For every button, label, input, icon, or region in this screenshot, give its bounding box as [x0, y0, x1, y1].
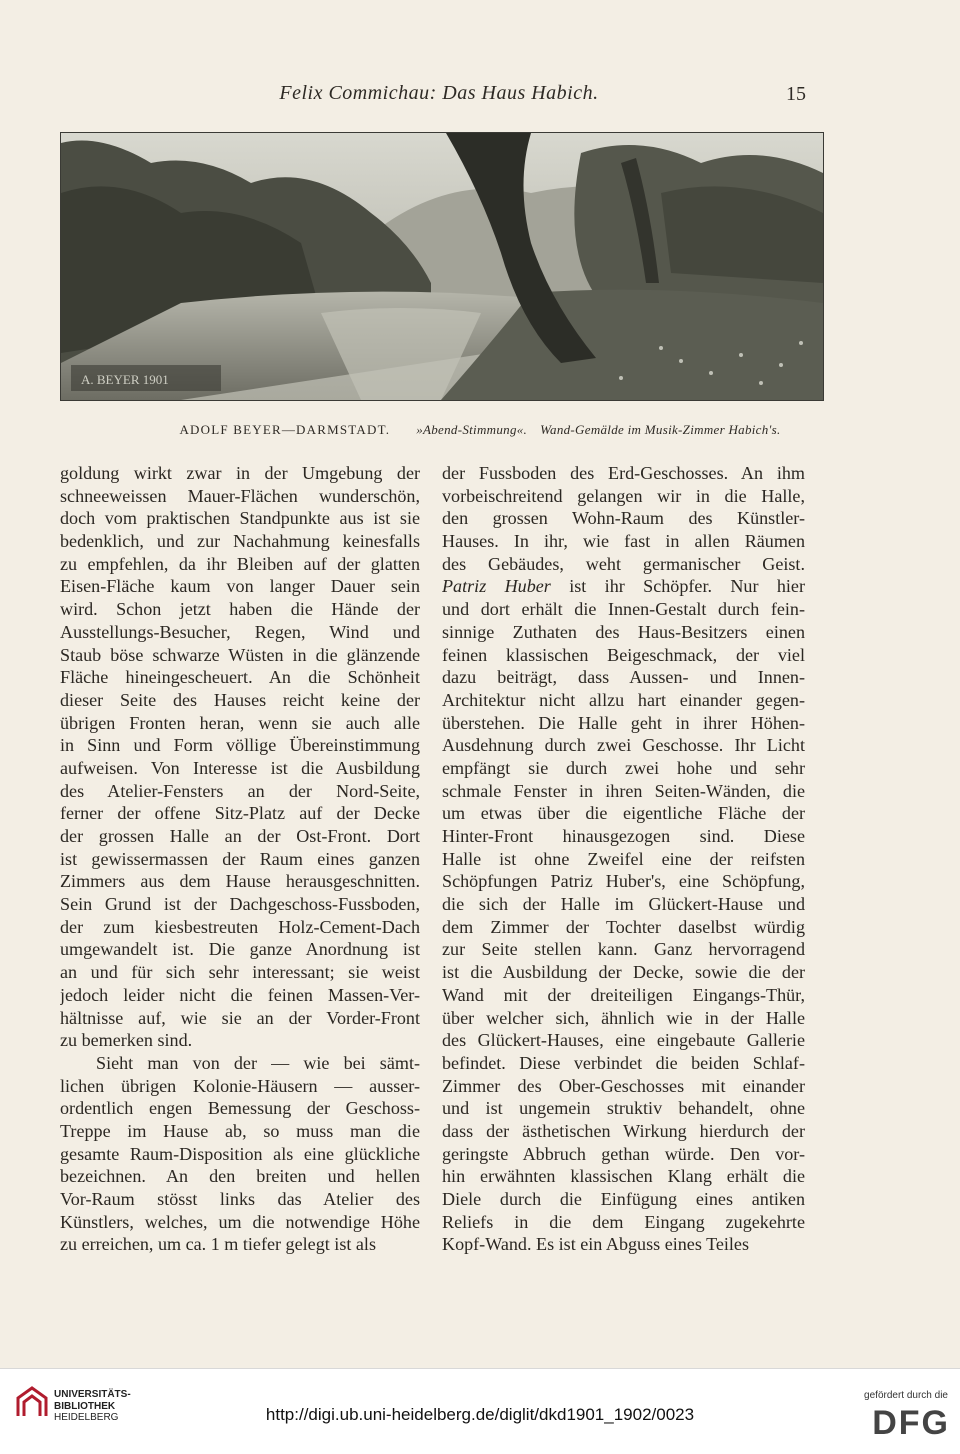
text-line: Eisen-Fläche kaum von langer Dauer sein: [60, 576, 420, 597]
text-line: Hinter-Front hinausgezogen sind. Diese: [442, 826, 805, 846]
text-line: des Gebäudes, weht germanischer Geist.: [442, 553, 805, 574]
text-line: Fläche hineingescheuert. An die Schönheit: [60, 667, 420, 688]
text-line: doch vom praktischen Standpunkte aus ist sie: [60, 508, 420, 529]
text-line: Sein Grund ist der Dachgeschoss-Fussboden,: [60, 894, 420, 915]
text-line: die sich der Halle im Glückert-Hause und: [442, 894, 805, 915]
text-line: zur Seite stellen kann. Ganz hervorragend: [442, 939, 805, 960]
text-line: empfängt sie durch zwei hohe und sehr: [442, 757, 805, 778]
funding-note: gefördert durch die: [864, 1390, 948, 1401]
text-line: schmale Fenster in ihren Seiten-Wänden, die: [442, 780, 805, 801]
text-line: goldung wirkt zwar in der Umgebung der: [60, 463, 420, 483]
uni-line-3: HEIDELBERG: [54, 1412, 119, 1423]
text-line: an und für sich sehr interessant; sie weist: [60, 962, 420, 983]
text-line: Vor-Raum stösst links das Atelier des: [60, 1189, 420, 1209]
text-line: über welcher sich, ähnlich wie in der Halle: [442, 1007, 805, 1028]
caption-description: Wand-Gemälde im Musik-Zimmer Habich's.: [540, 422, 781, 437]
text-line: ferner der offene Sitz-Platz auf der Decke: [60, 803, 420, 824]
text-line: hältnisse auf, wie sie an der Vorder-Front: [60, 1007, 420, 1028]
text-line: bezeichnen. An den breiten und hellen: [60, 1166, 420, 1187]
text-line: Schöpfungen Patriz Huber's, eine Schöpfung,: [442, 871, 805, 892]
text-line: Staub böse schwarze Wüsten in die glänzende: [60, 644, 420, 665]
text-line: Reliefs in die dem Eingang zugekehrte: [442, 1211, 805, 1232]
text-line: dem Zimmer der Tochter daselbst würdig: [442, 916, 805, 937]
text-line: Hauses. In ihr, wie fast in allen Räumen: [442, 531, 805, 552]
figure-caption: [0, 422, 960, 438]
text-line: der grossen Halle an der Ost-Front. Dort: [60, 826, 420, 846]
text-line: Diele durch die Einfügung eines antiken: [442, 1189, 805, 1209]
text-line: lichen übrigen Kolonie-Häusern — ausser-: [60, 1075, 420, 1096]
permalink-url[interactable]: http://digi.ub.uni-heidelberg.de/diglit/dkd1901_1902/0023: [265, 1405, 695, 1424]
text-line: zu bemerken sind.: [60, 1030, 193, 1051]
italic-name: Patriz Huber: [442, 576, 551, 597]
text-line: umgewandelt ist. Die ganze Anordnung ist: [60, 939, 420, 960]
text-line: geringste Abbruch gethan würde. Den vor-: [442, 1143, 805, 1164]
text-line: den grossen Wohn-Raum des Künstler-: [442, 508, 805, 529]
text-line: und ist ungemein struktiv behandelt, ohne: [442, 1098, 805, 1119]
text-line: zu erreichen, um ca. 1 m tiefer gelegt ist als: [60, 1234, 377, 1255]
text-line: um etwas über die eigentliche Fläche der: [442, 803, 805, 824]
painting-signature: A. BEYER 1901: [81, 372, 169, 387]
text-line: Architektur nicht allzu hart einander gegen-: [442, 689, 805, 710]
text-line: ist gewissermassen der Raum eines ganzen: [60, 848, 420, 869]
text-line: Halle ist ohne Zweifel eine der reifsten: [442, 848, 805, 869]
digitization-footer: [0, 1368, 960, 1454]
text-line: Zimmer des Ober-Geschosses mit einander: [442, 1075, 805, 1096]
caption-title: »Abend-Stimmung«.: [416, 422, 528, 437]
text-line: dazu beiträgt, dass Aussen- und Innen-: [442, 667, 805, 688]
text-line: Kopf-Wand. Es ist ein Abguss eines Teiles: [442, 1234, 750, 1255]
text-line: Sieht man von der — wie bei sämt-: [96, 1052, 420, 1073]
text-line: jedoch leider nicht die feinen Massen-Ver-: [60, 984, 420, 1005]
text-line: aufweisen. Von Interesse ist die Ausbildung: [60, 757, 420, 778]
text-line: ordentlich engen Bemessung der Geschoss-: [60, 1098, 420, 1119]
text-line: Zimmers aus dem Hause herausgeschnitten.: [60, 871, 420, 892]
text-line: gesamte Raum-Disposition als eine glückliche: [60, 1143, 420, 1164]
text-line: hin erwähnten klassischen Klang erhält die: [442, 1166, 805, 1187]
text-line: übrigen Fronten heran, wenn sie auch alle: [60, 712, 420, 733]
text-line: in Sinn und Form völlige Übereinstimmung: [60, 735, 420, 756]
text-line: des Atelier-Fensters an der Nord-Seite,: [60, 780, 420, 801]
caption-artist: ADOLF BEYER—DARMSTADT.: [179, 422, 391, 437]
text-line: Künstlers, welches, um die notwendige Höhe: [60, 1211, 420, 1232]
text-line: der zum kiesbestreuten Holz-Cement-Dach: [60, 916, 420, 937]
uni-line-2: BIBLIOTHEK: [54, 1400, 116, 1412]
text-line: dieser Seite des Hauses reicht keine der: [60, 689, 420, 710]
text-line: Ausdehnung durch zwei Geschosse. Ihr Licht: [442, 735, 805, 756]
page-number: 15: [786, 83, 806, 105]
text-line: des Glückert-Hauses, eine eingebaute Gallerie: [442, 1030, 805, 1051]
text-line: befindet. Diese verbindet die beiden Schlaf-: [442, 1052, 805, 1073]
text-line: ist die Ausbildung der Decke, sowie die der: [442, 962, 805, 983]
text-line: der Fussboden des Erd-Geschosses. An ihm: [442, 463, 805, 483]
text-line: Patriz Huber ist ihr Schöpfer. Nur hier: [442, 576, 805, 597]
text-line: bedenklich, und zur Nachahmung keinesfalls: [60, 531, 420, 552]
uni-line-1: UNIVERSITÄTS-: [54, 1389, 131, 1400]
text-line: Wand mit der dreiteiligen Eingangs-Thür,: [442, 984, 805, 1005]
text-line: schneeweissen Mauer-Flächen wunderschön,: [60, 485, 420, 506]
dfg-logo: DFG: [872, 1404, 950, 1442]
text-column-right: [442, 462, 805, 1256]
text-line: zu empfehlen, da ihr Bleiben auf der glatten: [60, 553, 420, 574]
text-line: Ausstellungs-Besucher, Regen, Wind und: [60, 621, 420, 642]
text-line: feinen klassischen Beigeschmack, der viel: [442, 644, 805, 665]
text-line: sinnige Zuthaten des Haus-Besitzers einen: [442, 621, 805, 642]
text-line: und dort erhält die Innen-Gestalt durch fein-: [442, 599, 805, 620]
text-column-left: [60, 462, 420, 1256]
running-header: Felix Commichau: Das Haus Habich.: [279, 82, 599, 104]
text-line: dass der ästhetischen Wirkung hierdurch der: [442, 1120, 805, 1141]
text-line: wird. Schon jetzt haben die Hände der: [60, 599, 420, 620]
painting-illustration: [60, 132, 824, 401]
text-line: vorbeischreitend gelangen wir in die Halle,: [442, 485, 805, 506]
text-line: Treppe im Hause ab, so muss man die: [60, 1120, 420, 1141]
text-line: überstehen. Die Halle geht in ihrer Höhen-: [442, 712, 805, 733]
